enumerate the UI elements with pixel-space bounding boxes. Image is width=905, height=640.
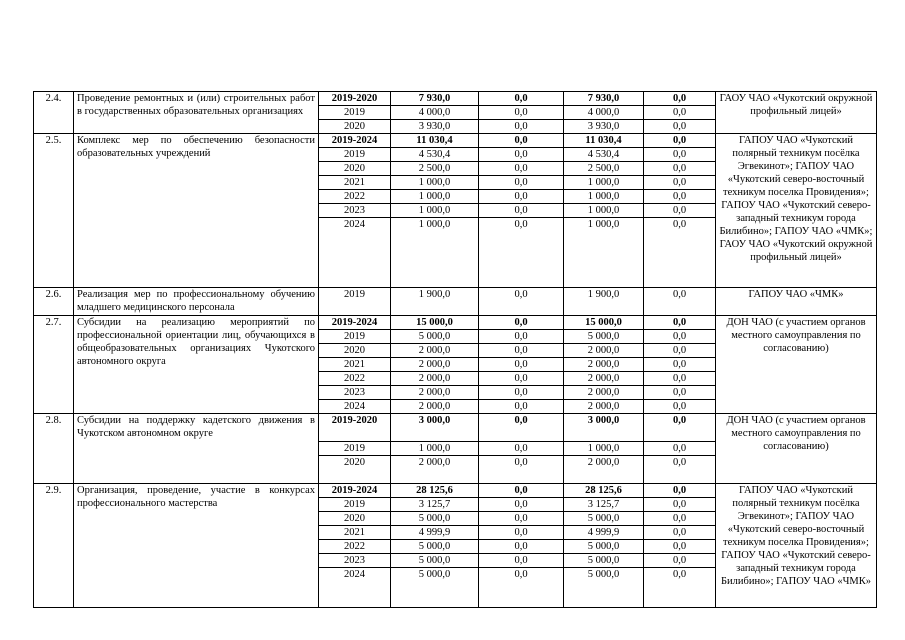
regional-budget-cell: 28 125,6 — [564, 484, 644, 498]
other-sources-cell: 0,0 — [644, 176, 716, 190]
total-amount-cell: 2 000,0 — [391, 386, 479, 400]
regional-budget-cell: 1 000,0 — [564, 442, 644, 456]
regional-budget-cell: 2 000,0 — [564, 372, 644, 386]
other-sources-cell: 0,0 — [644, 554, 716, 568]
other-sources-cell: 0,0 — [644, 540, 716, 554]
regional-budget-cell: 3 930,0 — [564, 120, 644, 134]
federal-budget-cell: 0,0 — [479, 386, 564, 400]
other-sources-cell: 0,0 — [644, 568, 716, 608]
executor-cell: ГАПОУ ЧАО «Чукотский полярный техникум посёлка Эгвекинот»; ГАПОУ ЧАО «Чукотский северо-восточный техникум поселка Провидения»; ГАПОУ ЧАО «Чукотский северо-западный техникум города Билибино»; ГАПОУ ЧАО «ЧМК»; ГАОУ ЧАО «Чукотский окружной профильный лицей» — [716, 134, 877, 288]
period-cell: 2019 — [319, 498, 391, 512]
regional-budget-cell: 4 530,4 — [564, 148, 644, 162]
federal-budget-cell: 0,0 — [479, 540, 564, 554]
item-number: 2.9. — [34, 484, 74, 608]
regional-budget-cell: 7 930,0 — [564, 92, 644, 106]
item-number: 2.6. — [34, 288, 74, 316]
other-sources-cell: 0,0 — [644, 106, 716, 120]
regional-budget-cell: 1 900,0 — [564, 288, 644, 316]
total-amount-cell: 1 000,0 — [391, 218, 479, 288]
period-cell: 2019-2020 — [319, 92, 391, 106]
federal-budget-cell: 0,0 — [479, 344, 564, 358]
executor-cell: ГАПОУ ЧАО «ЧМК» — [716, 288, 877, 316]
federal-budget-cell: 0,0 — [479, 120, 564, 134]
other-sources-cell: 0,0 — [644, 316, 716, 330]
total-amount-cell: 2 500,0 — [391, 162, 479, 176]
item-name: Субсидии на поддержку кадетского движения в Чукотском автономном округе — [74, 414, 319, 484]
total-amount-cell: 2 000,0 — [391, 456, 479, 484]
other-sources-cell: 0,0 — [644, 120, 716, 134]
period-cell: 2019 — [319, 148, 391, 162]
period-cell: 2021 — [319, 176, 391, 190]
other-sources-cell: 0,0 — [644, 204, 716, 218]
table-row — [34, 484, 877, 498]
other-sources-cell: 0,0 — [644, 358, 716, 372]
total-amount-cell: 4 000,0 — [391, 106, 479, 120]
period-cell: 2024 — [319, 218, 391, 288]
federal-budget-cell: 0,0 — [479, 400, 564, 414]
federal-budget-cell: 0,0 — [479, 162, 564, 176]
federal-budget-cell: 0,0 — [479, 204, 564, 218]
total-amount-cell: 1 000,0 — [391, 442, 479, 456]
table-row — [34, 288, 877, 316]
period-cell: 2019 — [319, 330, 391, 344]
federal-budget-cell: 0,0 — [479, 568, 564, 608]
other-sources-cell: 0,0 — [644, 330, 716, 344]
total-amount-cell: 4 530,4 — [391, 148, 479, 162]
federal-budget-cell: 0,0 — [479, 134, 564, 148]
period-cell: 2021 — [319, 358, 391, 372]
regional-budget-cell: 4 000,0 — [564, 106, 644, 120]
regional-budget-cell: 15 000,0 — [564, 316, 644, 330]
federal-budget-cell: 0,0 — [479, 442, 564, 456]
federal-budget-cell: 0,0 — [479, 190, 564, 204]
regional-budget-cell: 3 000,0 — [564, 414, 644, 442]
total-amount-cell: 15 000,0 — [391, 316, 479, 330]
other-sources-cell: 0,0 — [644, 414, 716, 442]
regional-budget-cell: 2 000,0 — [564, 400, 644, 414]
total-amount-cell: 5 000,0 — [391, 330, 479, 344]
period-cell: 2022 — [319, 540, 391, 554]
period-cell: 2019-2024 — [319, 316, 391, 330]
other-sources-cell: 0,0 — [644, 218, 716, 288]
regional-budget-cell: 2 000,0 — [564, 456, 644, 484]
item-name: Реализация мер по профессиональному обучению младшего медицинского персонала — [74, 288, 319, 316]
regional-budget-cell: 1 000,0 — [564, 176, 644, 190]
total-amount-cell: 28 125,6 — [391, 484, 479, 498]
total-amount-cell: 4 999,9 — [391, 526, 479, 540]
period-cell: 2023 — [319, 204, 391, 218]
executor-cell: ДОН ЧАО (с участием органов местного самоуправления по согласованию) — [716, 316, 877, 414]
total-amount-cell: 2 000,0 — [391, 400, 479, 414]
period-cell: 2019 — [319, 288, 391, 316]
federal-budget-cell: 0,0 — [479, 330, 564, 344]
executor-cell: ГАОУ ЧАО «Чукотский окружной профильный лицей» — [716, 92, 877, 134]
federal-budget-cell: 0,0 — [479, 106, 564, 120]
other-sources-cell: 0,0 — [644, 190, 716, 204]
total-amount-cell: 3 930,0 — [391, 120, 479, 134]
table-row — [34, 414, 877, 442]
regional-budget-cell: 11 030,4 — [564, 134, 644, 148]
total-amount-cell: 7 930,0 — [391, 92, 479, 106]
item-number: 2.8. — [34, 414, 74, 484]
regional-budget-cell: 5 000,0 — [564, 540, 644, 554]
other-sources-cell: 0,0 — [644, 484, 716, 498]
period-cell: 2021 — [319, 526, 391, 540]
regional-budget-cell: 2 000,0 — [564, 386, 644, 400]
regional-budget-cell: 1 000,0 — [564, 204, 644, 218]
total-amount-cell: 11 030,4 — [391, 134, 479, 148]
period-cell: 2020 — [319, 162, 391, 176]
regional-budget-cell: 2 500,0 — [564, 162, 644, 176]
period-cell: 2024 — [319, 400, 391, 414]
total-amount-cell: 5 000,0 — [391, 540, 479, 554]
federal-budget-cell: 0,0 — [479, 456, 564, 484]
total-amount-cell: 1 900,0 — [391, 288, 479, 316]
period-cell: 2020 — [319, 512, 391, 526]
federal-budget-cell: 0,0 — [479, 498, 564, 512]
item-name: Организация, проведение, участие в конкурсах профессионального мастерства — [74, 484, 319, 608]
other-sources-cell: 0,0 — [644, 526, 716, 540]
total-amount-cell: 2 000,0 — [391, 372, 479, 386]
federal-budget-cell: 0,0 — [479, 218, 564, 288]
period-cell: 2019-2024 — [319, 134, 391, 148]
period-cell: 2020 — [319, 344, 391, 358]
regional-budget-cell: 5 000,0 — [564, 330, 644, 344]
regional-budget-cell: 5 000,0 — [564, 554, 644, 568]
total-amount-cell: 3 000,0 — [391, 414, 479, 442]
regional-budget-cell: 5 000,0 — [564, 568, 644, 608]
regional-budget-cell: 3 125,7 — [564, 498, 644, 512]
other-sources-cell: 0,0 — [644, 134, 716, 148]
total-amount-cell: 5 000,0 — [391, 568, 479, 608]
federal-budget-cell: 0,0 — [479, 484, 564, 498]
total-amount-cell: 1 000,0 — [391, 190, 479, 204]
other-sources-cell: 0,0 — [644, 372, 716, 386]
federal-budget-cell: 0,0 — [479, 526, 564, 540]
federal-budget-cell: 0,0 — [479, 512, 564, 526]
other-sources-cell: 0,0 — [644, 442, 716, 456]
total-amount-cell: 5 000,0 — [391, 554, 479, 568]
item-number: 2.4. — [34, 92, 74, 134]
period-cell: 2022 — [319, 372, 391, 386]
period-cell: 2023 — [319, 386, 391, 400]
table-body — [34, 92, 877, 608]
item-number: 2.7. — [34, 316, 74, 414]
total-amount-cell: 1 000,0 — [391, 176, 479, 190]
item-name: Комплекс мер по обеспечению безопасности образовательных учреждений — [74, 134, 319, 288]
total-amount-cell: 1 000,0 — [391, 204, 479, 218]
regional-budget-cell: 1 000,0 — [564, 218, 644, 288]
federal-budget-cell: 0,0 — [479, 414, 564, 442]
federal-budget-cell: 0,0 — [479, 288, 564, 316]
other-sources-cell: 0,0 — [644, 498, 716, 512]
other-sources-cell: 0,0 — [644, 344, 716, 358]
table-row — [34, 316, 877, 330]
federal-budget-cell: 0,0 — [479, 358, 564, 372]
regional-budget-cell: 5 000,0 — [564, 512, 644, 526]
federal-budget-cell: 0,0 — [479, 148, 564, 162]
period-cell: 2024 — [319, 568, 391, 608]
item-name: Проведение ремонтных и (или) строительных работ в государственных образовательных организациях — [74, 92, 319, 134]
regional-budget-cell: 4 999,9 — [564, 526, 644, 540]
total-amount-cell: 2 000,0 — [391, 358, 479, 372]
item-name: Субсидии на реализацию мероприятий по профессиональной ориентации лиц, обучающихся в общеобразовательных организациях Чукотского автономного округа — [74, 316, 319, 414]
other-sources-cell: 0,0 — [644, 162, 716, 176]
table-row — [34, 92, 877, 106]
other-sources-cell: 0,0 — [644, 400, 716, 414]
period-cell: 2020 — [319, 456, 391, 484]
program-measures-table — [33, 91, 877, 608]
period-cell: 2020 — [319, 120, 391, 134]
federal-budget-cell: 0,0 — [479, 316, 564, 330]
other-sources-cell: 0,0 — [644, 148, 716, 162]
other-sources-cell: 0,0 — [644, 456, 716, 484]
item-number: 2.5. — [34, 134, 74, 288]
other-sources-cell: 0,0 — [644, 512, 716, 526]
regional-budget-cell: 2 000,0 — [564, 344, 644, 358]
federal-budget-cell: 0,0 — [479, 92, 564, 106]
period-cell: 2019 — [319, 442, 391, 456]
period-cell: 2023 — [319, 554, 391, 568]
period-cell: 2019 — [319, 106, 391, 120]
federal-budget-cell: 0,0 — [479, 176, 564, 190]
regional-budget-cell: 2 000,0 — [564, 358, 644, 372]
table-row — [34, 134, 877, 148]
other-sources-cell: 0,0 — [644, 288, 716, 316]
other-sources-cell: 0,0 — [644, 386, 716, 400]
period-cell: 2019-2020 — [319, 414, 391, 442]
federal-budget-cell: 0,0 — [479, 554, 564, 568]
total-amount-cell: 3 125,7 — [391, 498, 479, 512]
executor-cell: ГАПОУ ЧАО «Чукотский полярный техникум посёлка Эгвекинот»; ГАПОУ ЧАО «Чукотский северо-восточный техникум поселка Провидения»; ГАПОУ ЧАО «Чукотский северо-западный техникум города Билибино»; ГАПОУ ЧАО «ЧМК» — [716, 484, 877, 608]
period-cell: 2019-2024 — [319, 484, 391, 498]
other-sources-cell: 0,0 — [644, 92, 716, 106]
regional-budget-cell: 1 000,0 — [564, 190, 644, 204]
federal-budget-cell: 0,0 — [479, 372, 564, 386]
total-amount-cell: 5 000,0 — [391, 512, 479, 526]
total-amount-cell: 2 000,0 — [391, 344, 479, 358]
executor-cell: ДОН ЧАО (с участием органов местного самоуправления по согласованию) — [716, 414, 877, 484]
period-cell: 2022 — [319, 190, 391, 204]
